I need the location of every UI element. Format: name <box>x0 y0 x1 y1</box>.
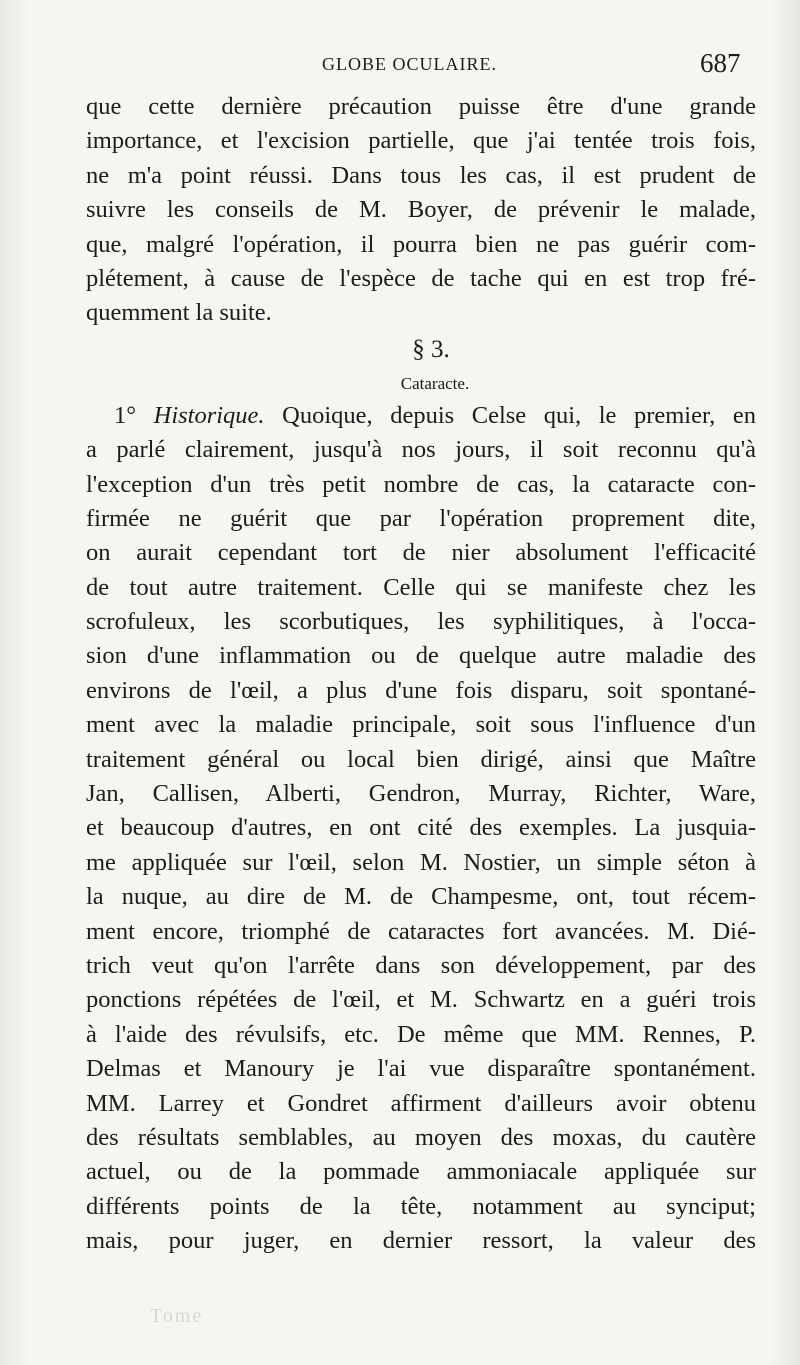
text-line: firmée ne guérit que par l'opération proprement dite, <box>86 504 756 532</box>
text-line: l'exception d'un très petit nombre de cas, la cataracte con- <box>86 470 756 498</box>
text-line: différents points de la tête, notamment au synciput; <box>86 1192 756 1220</box>
paragraph-historique <box>86 399 756 1259</box>
running-title: GLOBE OCULAIRE. <box>322 54 497 74</box>
section-number: § 3. <box>412 335 450 363</box>
text-line: Jan, Callisen, Alberti, Gendron, Murray, Richter, Ware, <box>86 780 756 808</box>
text-line: on aurait cependant tort de nier absolument l'efficacité <box>86 539 756 567</box>
text-line: scrofuleux, les scorbutiques, les syphilitiques, à l'occa- <box>86 608 756 636</box>
text-line: que cette dernière précaution puisse être d'une grande <box>86 93 756 120</box>
paragraph-heading: Historique. <box>153 401 265 429</box>
text-line: environs de l'œil, a plus d'une fois disparu, soit spontané- <box>86 676 756 704</box>
text-line: MM. Larrey et Gondret affirment d'ailleurs avoir obtenu <box>86 1089 756 1117</box>
text-line: à l'aide des révulsifs, etc. De même que MM. Rennes, P. <box>86 1020 756 1048</box>
text-line: traitement général ou local bien dirigé, ainsi que Maître <box>86 745 756 773</box>
text-line-first <box>86 399 756 433</box>
text-line: me appliquée sur l'œil, selon M. Nostier, un simple séton à <box>86 848 756 876</box>
text-line: ponctions répétées de l'œil, et M. Schwartz en a guéri trois <box>86 986 756 1014</box>
text-line: trich veut qu'on l'arrête dans son développement, par des <box>86 951 756 979</box>
signature-mark: Tome <box>150 1305 204 1327</box>
text-line: ment avec la maladie principale, soit sous l'influence d'un <box>86 711 756 739</box>
text-line: quemment la suite. <box>86 299 272 327</box>
text-line: Delmas et Manoury je l'ai vue disparaître spontanément. <box>86 1055 756 1083</box>
text-line: plétement, à cause de l'espèce de tache qui en est trop fré- <box>86 264 756 292</box>
text-line: suivre les conseils de M. Boyer, de prévenir le malade, <box>86 196 756 224</box>
paragraph-number: 1° <box>114 401 154 429</box>
page-number: 687 <box>700 48 741 78</box>
text-line: actuel, ou de la pommade ammoniacale appliquée sur <box>86 1158 756 1186</box>
text-line: mais, pour juger, en dernier ressort, la valeur des <box>86 1227 756 1255</box>
text-line: sion d'une inflammation ou de quelque autre maladie des <box>86 642 756 670</box>
text-line: importance, et l'excision partielle, que j'ai tentée trois fois, <box>86 127 756 155</box>
text-line: de tout autre traitement. Celle qui se manifeste chez les <box>86 573 756 601</box>
text-line: a parlé clairement, jusqu'à nos jours, il soit reconnu qu'à <box>86 436 756 464</box>
text-line: et beaucoup d'autres, en ont cité des exemples. La jusquia- <box>86 814 756 842</box>
text-line: des résultats semblables, au moyen des moxas, du cautère <box>86 1123 756 1151</box>
section-title: Cataracte. <box>400 373 470 393</box>
text-fragment: Quoique, depuis Celse qui, le premier, en <box>264 401 756 429</box>
text-line: ne m'a point réussi. Dans tous les cas, il est prudent de <box>86 161 756 189</box>
text-line: que, malgré l'opération, il pourra bien ne pas guérir com- <box>86 230 756 258</box>
running-head <box>0 50 800 90</box>
text-line: ment encore, triomphé de cataractes fort avancées. M. Dié- <box>86 917 756 945</box>
body-text <box>86 90 756 1259</box>
paragraph-continuation <box>86 90 756 331</box>
text-line: la nuque, au dire de M. de Champesme, ont, tout récem- <box>86 883 756 911</box>
